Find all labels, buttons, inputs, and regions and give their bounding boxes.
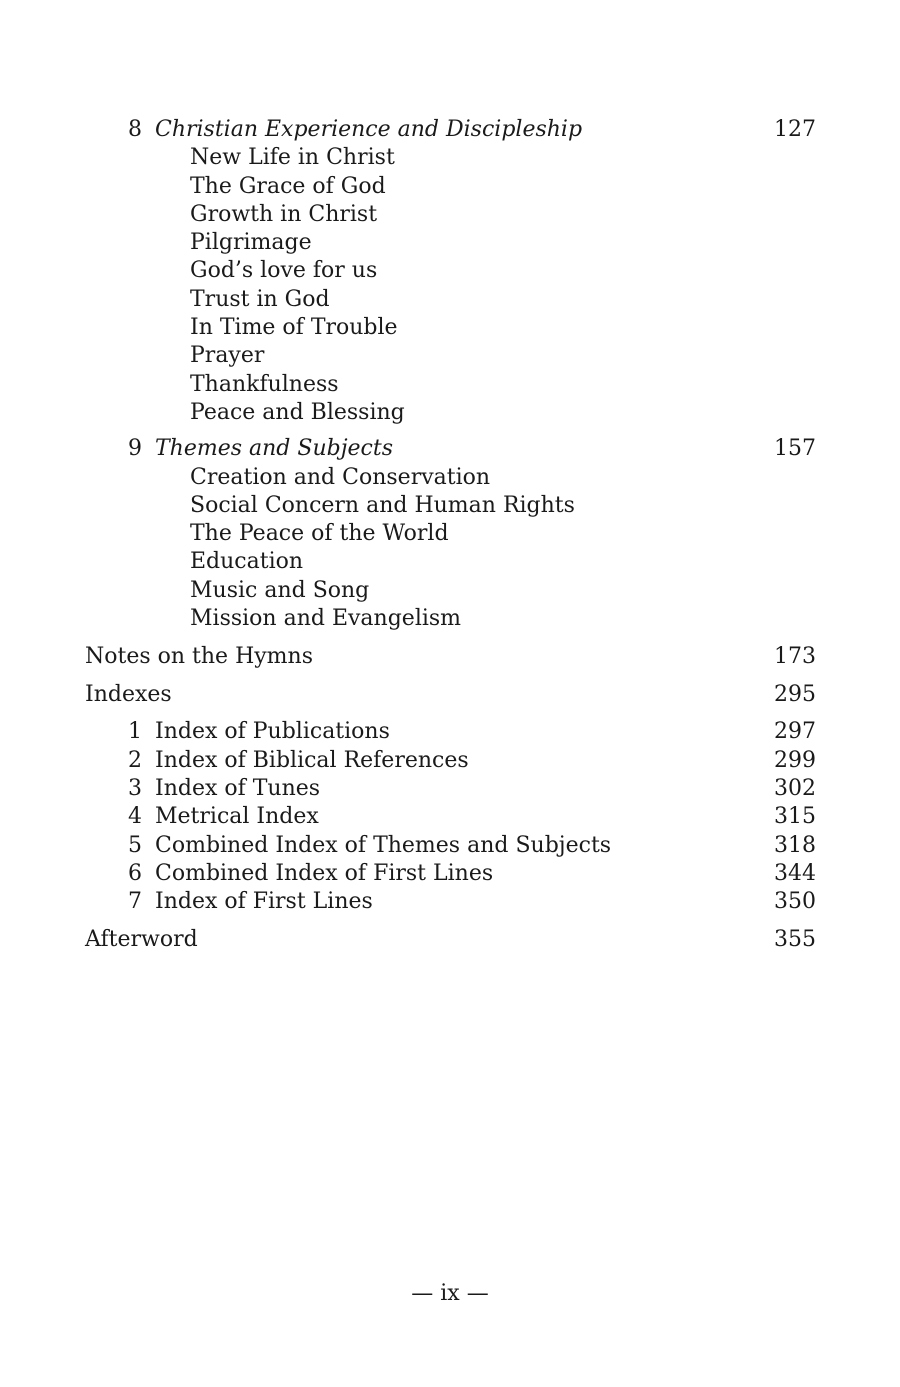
page-number: 157 — [774, 436, 816, 462]
chapter-number: 9 — [128, 436, 142, 462]
index-title: Index of Publications — [155, 719, 390, 745]
subsection-title: Trust in God — [190, 286, 330, 312]
toc-chapter-8 — [85, 116, 816, 144]
toc-subsection — [85, 520, 816, 548]
spacer — [85, 709, 816, 719]
toc-index-item — [85, 860, 816, 888]
spacer — [85, 671, 816, 681]
entry-title: Afterword — [85, 927, 198, 953]
spacer — [85, 633, 816, 643]
toc-subsection — [85, 577, 816, 605]
chapter-title: Christian Experience and Discipleship — [155, 117, 583, 142]
subsection-title: The Grace of God — [190, 173, 386, 199]
subsection-title: Mission and Evangelism — [190, 606, 462, 632]
toc-subsection — [85, 173, 816, 201]
entry-title: Notes on the Hymns — [85, 643, 314, 669]
toc-afterword-entry — [85, 926, 816, 954]
subsection-title: In Time of Trouble — [190, 315, 398, 341]
subsection-title: Pilgrimage — [190, 230, 312, 256]
toc-index-item — [85, 832, 816, 860]
toc-notes-entry — [85, 643, 816, 671]
subsection-title: The Peace of the World — [190, 521, 449, 547]
toc-subsection — [85, 229, 816, 257]
page-number: 127 — [774, 117, 816, 142]
toc-subsection — [85, 371, 816, 399]
toc-index-item — [85, 775, 816, 803]
toc-subsection — [85, 342, 816, 370]
chapter-number: 8 — [128, 117, 142, 142]
toc-subsection — [85, 492, 816, 520]
index-number: 4 — [128, 804, 142, 830]
index-title: Metrical Index — [155, 804, 319, 830]
subsection-title: Education — [190, 549, 304, 575]
page-number: 344 — [774, 860, 816, 886]
index-number: 3 — [128, 776, 142, 802]
spacer — [85, 917, 816, 927]
subsection-title: Social Concern and Human Rights — [190, 492, 575, 518]
toc-subsection — [85, 286, 816, 314]
index-number: 6 — [128, 860, 142, 886]
toc-subsection — [85, 548, 816, 576]
subsection-title: Music and Song — [190, 577, 370, 603]
toc-indexes-entry — [85, 681, 816, 709]
subsection-title: God’s love for us — [190, 258, 378, 284]
toc-subsection — [85, 257, 816, 285]
subsection-title: Prayer — [190, 343, 265, 369]
page-number: 318 — [774, 832, 816, 858]
page-number: 350 — [774, 889, 816, 915]
subsection-title: New Life in Christ — [190, 145, 395, 171]
toc-subsection — [85, 605, 816, 633]
subsection-title: Growth in Christ — [190, 201, 378, 227]
toc-subsection — [85, 399, 816, 427]
toc-subsection — [85, 144, 816, 172]
index-number: 7 — [128, 889, 142, 915]
subsection-title: Thankfulness — [190, 371, 339, 397]
page-number: 302 — [774, 776, 816, 802]
index-title: Combined Index of First Lines — [155, 860, 494, 886]
toc-index-item — [85, 803, 816, 831]
table-of-contents — [85, 116, 816, 954]
toc-index-item — [85, 888, 816, 916]
toc-subsection — [85, 464, 816, 492]
toc-index-item — [85, 747, 816, 775]
index-number: 1 — [128, 719, 142, 745]
toc-chapter-9 — [85, 435, 816, 463]
page-number: 299 — [774, 747, 816, 773]
subsection-title: Peace and Blessing — [190, 399, 405, 425]
page-number: 355 — [774, 927, 816, 953]
chapter-title: Themes and Subjects — [155, 436, 394, 462]
toc-index-item — [85, 718, 816, 746]
index-title: Index of Tunes — [155, 776, 321, 802]
index-title: Index of Biblical References — [155, 747, 469, 773]
index-title: Combined Index of Themes and Subjects — [155, 832, 612, 858]
page-number: 315 — [774, 804, 816, 830]
toc-subsection — [85, 201, 816, 229]
index-number: 2 — [128, 747, 142, 773]
entry-title: Indexes — [85, 681, 172, 707]
spacer — [85, 427, 816, 435]
toc-subsection — [85, 314, 816, 342]
page-number: 295 — [774, 681, 816, 707]
page-folio: — ix — — [411, 1281, 489, 1306]
index-number: 5 — [128, 832, 142, 858]
index-title: Index of First Lines — [155, 889, 373, 915]
subsection-title: Creation and Conservation — [190, 464, 491, 490]
page-number: 297 — [774, 719, 816, 745]
page-number: 173 — [774, 643, 816, 669]
